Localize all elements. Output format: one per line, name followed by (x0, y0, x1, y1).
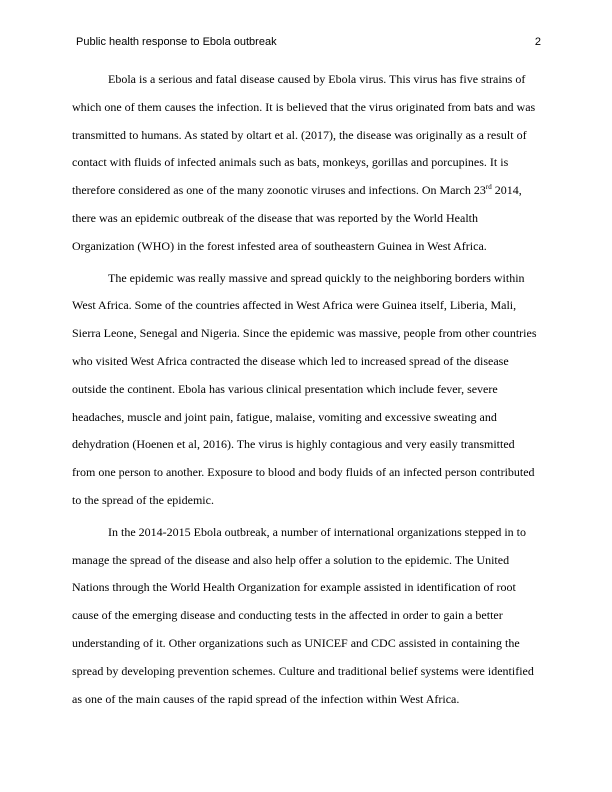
text-segment: therefore considered as one of the many zoonotic viruses and infections. On March 23 (72, 183, 486, 198)
text-line: headaches, muscle and joint pain, fatigue, malaise, vomiting and excessive sweating and (72, 409, 497, 424)
text-line: there was an epidemic outbreak of the disease that was reported by the World Health (72, 210, 479, 225)
text-line: as one of the main causes of the rapid spread of the infection within West Africa. (72, 691, 460, 706)
text-line: contact with fluids of infected animals such as bats, monkeys, gorillas and porcupines. It is (72, 155, 509, 170)
text-line: The epidemic was really massive and spread quickly to the neighboring borders within (108, 270, 525, 285)
text-line: from one person to another. Exposure to blood and body fluids of an infected person contributed (72, 465, 535, 480)
text-line-with-superscript (72, 177, 540, 205)
text-line: transmitted to humans. As stated by oltart et al. (2017), the disease was originally as a result of (72, 127, 527, 142)
text-line: who visited West Africa contracted the disease which led to increased spread of the disease (72, 353, 509, 368)
body-text (72, 66, 540, 717)
text-line: Organization (WHO) in the forest infested area of southeastern Guinea in West Africa. (72, 238, 487, 253)
ordinal-superscript: rd (485, 183, 492, 192)
text-line: Ebola is a serious and fatal disease caused by Ebola virus. This virus has five strains of (108, 72, 526, 86)
text-line: West Africa. Some of the countries affected in West Africa were Guinea itself, Liberia, Mali, (72, 298, 517, 313)
running-head-title: Public health response to Ebola outbreak (76, 36, 277, 48)
text-line: manage the spread of the disease and also help offer a solution to the epidemic. The United (72, 552, 510, 567)
text-segment: 2014, (491, 183, 522, 198)
text-line: Nations through the World Health Organization for example assisted in identification of root (72, 580, 516, 595)
text-line: In the 2014-2015 Ebola outbreak, a number of international organizations stepped in to (108, 524, 527, 539)
paragraph-1 (72, 66, 540, 261)
paragraph-3 (72, 519, 540, 714)
paragraph-2 (72, 265, 540, 515)
text-line: dehydration (Hoenen et al, 2016). The virus is highly contagious and very easily transmitted (72, 437, 515, 452)
text-line: which one of them causes the infection. It is believed that the virus originated from bats and was (72, 99, 536, 114)
text-line: understanding of it. Other organizations such as UNICEF and CDC assisted in containing the (72, 635, 520, 650)
text-line: Sierra Leone, Senegal and Nigeria. Since the epidemic was massive, people from other countries (72, 326, 537, 341)
text-line: to the spread of the epidemic. (72, 492, 214, 507)
text-line: outside the continent. Ebola has various clinical presentation which include fever, severe (72, 381, 498, 396)
text-line: spread by developing prevention schemes. Culture and traditional belief systems were identified (72, 663, 534, 678)
page-number: 2 (534, 36, 541, 48)
text-line: cause of the emerging disease and conducting tests in the affected in order to gain a better (72, 608, 503, 623)
